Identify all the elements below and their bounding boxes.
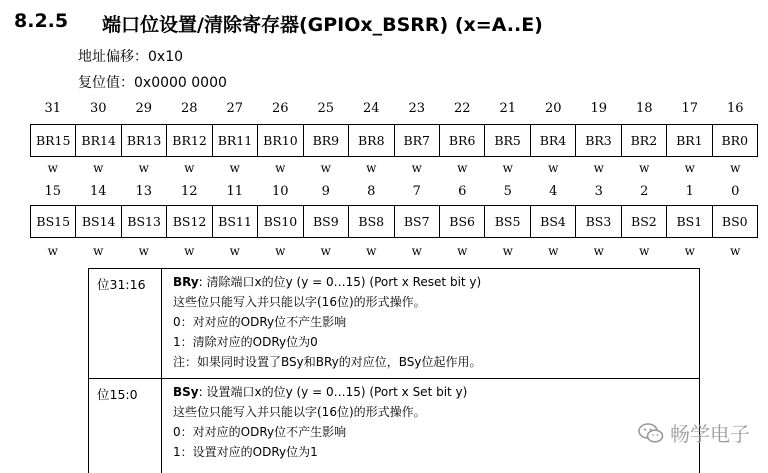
upper-bit-number-1: 30 (89, 101, 107, 116)
lower-access-15: w (730, 244, 741, 258)
lower-field-cell-2: BS13 (122, 206, 167, 237)
br-field-name: BRy (173, 275, 199, 289)
lower-register-fields (30, 205, 758, 238)
lower-field-cell-15: BS0 (721, 214, 748, 229)
lower-bit-number-5: 10 (271, 184, 289, 199)
upper-bit-number-4: 27 (226, 101, 244, 116)
lower-access-12: w (593, 244, 604, 258)
upper-field-cell-15: BR0 (721, 133, 749, 148)
bs-description (88, 378, 700, 473)
br-summary: : 清除端口x的位y (y = 0…15) (Port x Reset bit y) (198, 275, 482, 289)
br-note: 注：如果同时设置了BSy和BRy的对应位，BSy位起作用。 (173, 355, 482, 369)
lower-access-0: w (47, 244, 58, 258)
upper-bit-number-11: 20 (544, 101, 562, 116)
upper-field-cell-5: BR10 (258, 125, 303, 156)
upper-access-4: w (229, 161, 240, 175)
lower-bit-number-14: 1 (685, 184, 694, 199)
watermark (638, 418, 750, 447)
upper-field-cell-6: BR9 (304, 125, 349, 156)
section-number: 8.2.5 (14, 10, 69, 32)
upper-bit-number-9: 22 (453, 101, 471, 116)
lower-bit-number-2: 13 (135, 184, 153, 199)
upper-field-cell-0: BR15 (31, 125, 76, 156)
upper-bit-number-10: 21 (499, 101, 517, 116)
upper-access-0: w (47, 161, 58, 175)
upper-register-fields (30, 124, 758, 157)
lower-field-cell-7: BS8 (349, 206, 394, 237)
upper-access-2: w (138, 161, 149, 175)
upper-bit-number-12: 19 (590, 101, 608, 116)
upper-access-5: w (275, 161, 286, 175)
br-line-3: 0：对对应的ODRy位不产生影响 (173, 315, 347, 329)
upper-access-12: w (593, 161, 604, 175)
column-divider (161, 379, 162, 473)
lower-field-cell-11: BS4 (531, 206, 576, 237)
bs-line-1 (173, 382, 693, 402)
lower-field-cell-12: BS3 (576, 206, 621, 237)
bs-line-3: 0：对对应的ODRy位不产生影响 (173, 425, 347, 439)
reset-value: 复位值：0x0000 0000 (78, 75, 227, 91)
lower-field-cell-6: BS9 (304, 206, 349, 237)
upper-bit-number-13: 18 (635, 101, 653, 116)
lower-field-cell-10: BS5 (485, 206, 530, 237)
lower-access-8: w (411, 244, 422, 258)
upper-access-14: w (684, 161, 695, 175)
lower-access-4: w (229, 244, 240, 258)
lower-bit-number-11: 4 (549, 184, 558, 199)
lower-bit-number-6: 9 (321, 184, 330, 199)
br-description (88, 268, 700, 378)
upper-field-cell-3: BR12 (167, 125, 212, 156)
address-offset: 地址偏移：0x10 (78, 49, 184, 65)
upper-access-7: w (366, 161, 377, 175)
upper-bit-number-0: 31 (44, 101, 62, 116)
lower-access-9: w (457, 244, 468, 258)
lower-bit-number-0: 15 (44, 184, 62, 199)
br-line-1 (173, 272, 693, 292)
lower-field-cell-1: BS14 (76, 206, 121, 237)
bs-field-name: BSy (173, 385, 199, 399)
lower-field-cell-4: BS11 (213, 206, 258, 237)
upper-bit-number-6: 25 (317, 101, 335, 116)
upper-bit-number-2: 29 (135, 101, 153, 116)
upper-bit-number-3: 28 (180, 101, 198, 116)
lower-field-cell-13: BS2 (622, 206, 667, 237)
lower-field-cell-14: BS1 (667, 206, 712, 237)
br-line-2: 这些位只能写入并只能以字(16位)的形式操作。 (173, 295, 426, 309)
upper-access-8: w (411, 161, 422, 175)
lower-bit-number-9: 6 (458, 184, 467, 199)
upper-field-cell-11: BR4 (531, 125, 576, 156)
lower-field-cell-9: BS6 (440, 206, 485, 237)
upper-access-11: w (548, 161, 559, 175)
upper-bit-number-7: 24 (362, 101, 380, 116)
lower-access-10: w (502, 244, 513, 258)
lower-bit-number-1: 14 (89, 184, 107, 199)
upper-field-cell-14: BR1 (667, 125, 712, 156)
lower-bit-number-3: 12 (180, 184, 198, 199)
upper-field-cell-7: BR8 (349, 125, 394, 156)
lower-access-11: w (548, 244, 559, 258)
lower-access-7: w (366, 244, 377, 258)
lower-field-cell-0: BS15 (31, 206, 76, 237)
upper-access-13: w (639, 161, 650, 175)
upper-access-10: w (502, 161, 513, 175)
lower-access-14: w (684, 244, 695, 258)
section-title: 端口位设置/清除寄存器(GPIOx_BSRR) (x=A..E) (102, 14, 543, 36)
upper-field-cell-9: BR6 (440, 125, 485, 156)
upper-field-cell-13: BR2 (622, 125, 667, 156)
lower-access-3: w (184, 244, 195, 258)
lower-bit-number-8: 7 (412, 184, 421, 199)
bs-line-2: 这些位只能写入并只能以字(16位)的形式操作。 (173, 405, 426, 419)
upper-field-cell-8: BR7 (395, 125, 440, 156)
upper-access-1: w (93, 161, 104, 175)
lower-bit-number-7: 8 (367, 184, 376, 199)
upper-access-6: w (320, 161, 331, 175)
lower-access-6: w (320, 244, 331, 258)
lower-field-cell-5: BS10 (258, 206, 303, 237)
lower-field-cell-8: BS7 (395, 206, 440, 237)
lower-access-row (30, 244, 758, 258)
wechat-icon (638, 422, 664, 444)
upper-bit-number-14: 17 (681, 101, 699, 116)
bs-line-4: 1：设置对应的ODRy位为1 (173, 445, 318, 459)
br-bit-range: 位31:16 (97, 277, 146, 292)
upper-field-cell-2: BR13 (122, 125, 167, 156)
upper-access-15: w (730, 161, 741, 175)
br-line-4: 1：清除对应的ODRy位为0 (173, 335, 318, 349)
upper-bit-number-15: 16 (726, 101, 744, 116)
lower-bit-number-13: 2 (640, 184, 649, 199)
lower-bit-number-12: 3 (594, 184, 603, 199)
upper-field-cell-4: BR11 (213, 125, 258, 156)
upper-field-cell-1: BR14 (76, 125, 121, 156)
lower-access-2: w (138, 244, 149, 258)
column-divider (161, 269, 162, 378)
upper-field-cell-10: BR5 (485, 125, 530, 156)
bs-summary: : 设置端口x的位y (y = 0…15) (Port x Set bit y) (198, 385, 468, 399)
lower-bit-numbers (30, 184, 758, 199)
watermark-text: 畅学电子 (670, 422, 750, 446)
lower-access-13: w (639, 244, 650, 258)
upper-bit-numbers (30, 101, 758, 116)
upper-field-cell-12: BR3 (576, 125, 621, 156)
lower-access-5: w (275, 244, 286, 258)
lower-field-cell-3: BS12 (167, 206, 212, 237)
upper-access-row (30, 161, 758, 175)
lower-bit-number-15: 0 (731, 184, 740, 199)
upper-bit-number-8: 23 (408, 101, 426, 116)
lower-bit-number-4: 11 (226, 184, 244, 199)
lower-bit-number-10: 5 (503, 184, 512, 199)
upper-access-3: w (184, 161, 195, 175)
bs-bit-range: 位15:0 (97, 387, 138, 402)
lower-access-1: w (93, 244, 104, 258)
upper-bit-number-5: 26 (271, 101, 289, 116)
upper-access-9: w (457, 161, 468, 175)
